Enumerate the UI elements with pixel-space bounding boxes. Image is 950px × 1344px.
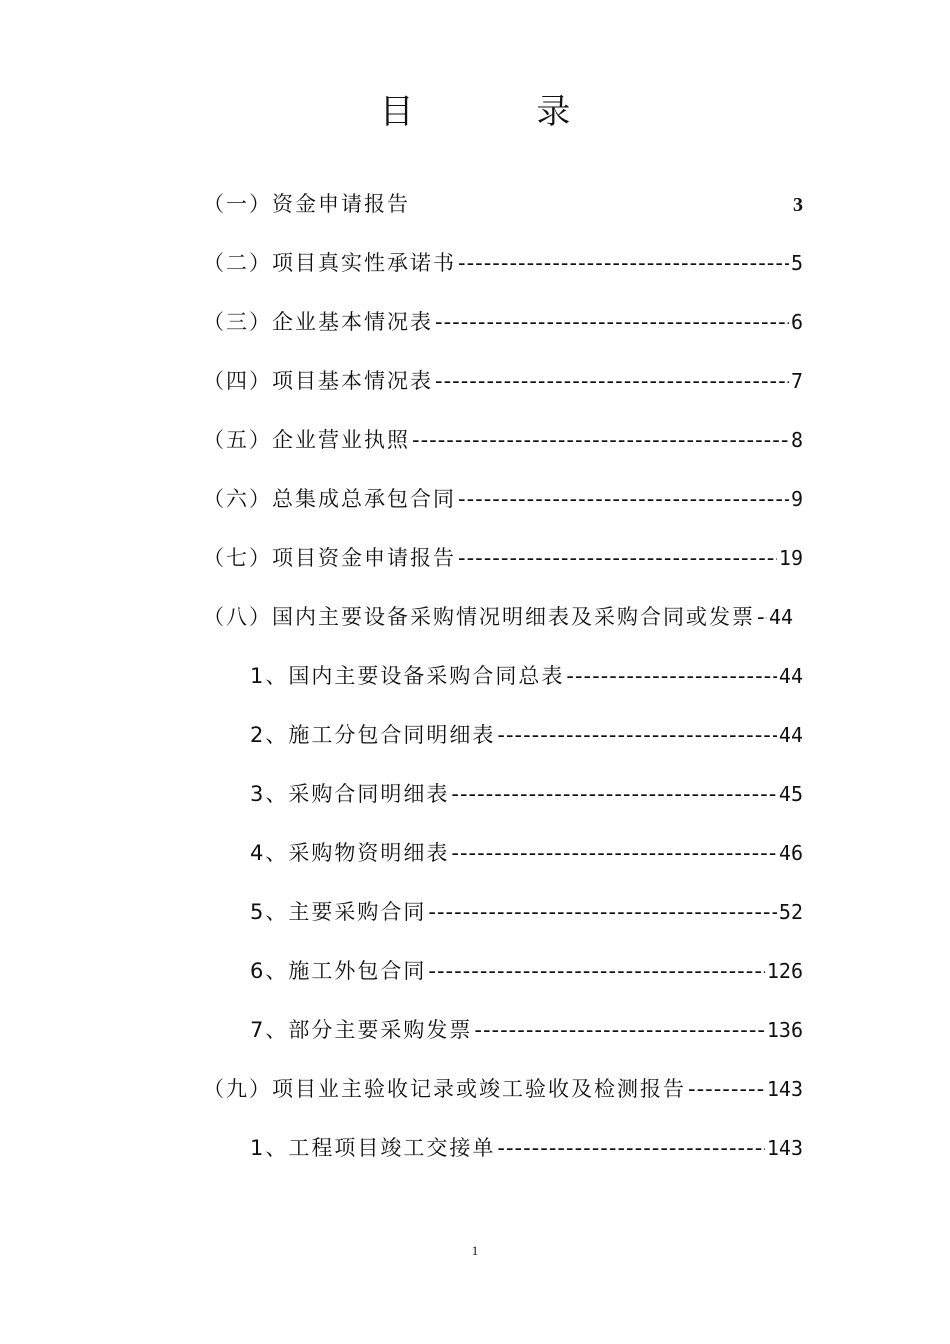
toc-entry-page: 52 [778,900,803,924]
toc-leader-dashes [458,487,789,511]
toc-leader-dashes [566,664,777,688]
toc-entry-label: （四）项目基本情况表 [203,369,433,393]
toc-entry-page: 143 [766,1136,803,1160]
toc-subentry-8-6[interactable] [250,955,803,985]
toc-entry-8[interactable] [203,601,803,631]
toc-entry-page: 44 [778,664,803,688]
toc-entry-label: 7、部分主要采购发票 [250,1018,473,1042]
toc-entry-page: 126 [766,959,803,983]
toc-leader-dashes [757,605,767,629]
toc-entry-page: 19 [778,546,803,570]
toc-subentry-8-5[interactable] [250,896,803,926]
toc-entry-page: 3 [793,194,803,216]
toc-entry-page: 44 [778,723,803,747]
toc-entry-5[interactable] [203,424,803,454]
toc-entry-label: 1、国内主要设备采购合同总表 [250,664,565,688]
toc-entry-2[interactable] [203,247,803,277]
toc-entry-label: （二）项目真实性承诺书 [203,251,456,275]
toc-entry-label: 1、工程项目竣工交接单 [250,1136,496,1160]
toc-entry-7[interactable] [203,542,803,572]
toc-entry-1[interactable] [203,188,803,218]
toc-entry-label: 3、采购合同明细表 [250,782,450,806]
toc-entry-page: 5 [790,251,803,275]
toc-entry-4[interactable] [203,365,803,395]
toc-entry-label: （九）项目业主验收记录或竣工验收及检测报告 [203,1077,686,1101]
toc-entry-page: 7 [790,369,803,393]
toc-entry-page: 136 [766,1018,803,1042]
toc-entry-label: （五）企业营业执照 [203,428,410,452]
toc-leader-dashes [412,428,789,452]
toc-entry-9[interactable] [203,1073,803,1103]
toc-leader-dashes [428,900,777,924]
toc-entry-label: 6、施工外包合同 [250,959,427,983]
toc-leader-dashes [458,251,789,275]
toc-leader-dashes [458,546,777,570]
toc-entry-label: （一）资金申请报告 [203,192,410,216]
toc-entry-page: 45 [778,782,803,806]
toc-leader-dashes [497,723,777,747]
toc-leader-dashes [474,1018,765,1042]
toc-leader-dashes [688,1077,765,1101]
page-title: 目 录 [379,92,627,132]
toc-subentry-8-1[interactable] [250,660,803,690]
toc-entry-page: 44 [769,605,794,629]
toc-leader-dashes [451,841,777,865]
toc-entry-6[interactable] [203,483,803,513]
toc-entry-label: 2、施工分包合同明细表 [250,723,496,747]
toc-leader-dashes [497,1136,765,1160]
toc-entry-label: （三）企业基本情况表 [203,310,433,334]
toc-entry-page: 46 [778,841,803,865]
toc-leader-dashes [428,959,765,983]
toc-leader-dashes [435,369,789,393]
toc-subentry-8-4[interactable] [250,837,803,867]
toc-leader-dashes [451,782,777,806]
toc-entry-label: （六）总集成总承包合同 [203,487,456,511]
toc-entry-label: 5、主要采购合同 [250,900,427,924]
toc-entry-3[interactable] [203,306,803,336]
toc-entry-label: （八）国内主要设备采购情况明细表及采购合同或发票 [203,605,755,629]
toc-entry-label: （七）项目资金申请报告 [203,546,456,570]
toc-entry-page: 8 [790,428,803,452]
toc-subentry-8-3[interactable] [250,778,803,808]
toc-entry-label: 4、采购物资明细表 [250,841,450,865]
toc-subentry-9-1[interactable] [250,1132,803,1162]
toc-subentry-8-7[interactable] [250,1014,803,1044]
toc-subentry-8-2[interactable] [250,719,803,749]
toc-entry-page: 6 [790,310,803,334]
page-number: 1 [471,1243,479,1258]
toc-leader-dashes [435,310,789,334]
toc-entry-page: 9 [790,487,803,511]
toc-entry-page: 143 [766,1077,803,1101]
